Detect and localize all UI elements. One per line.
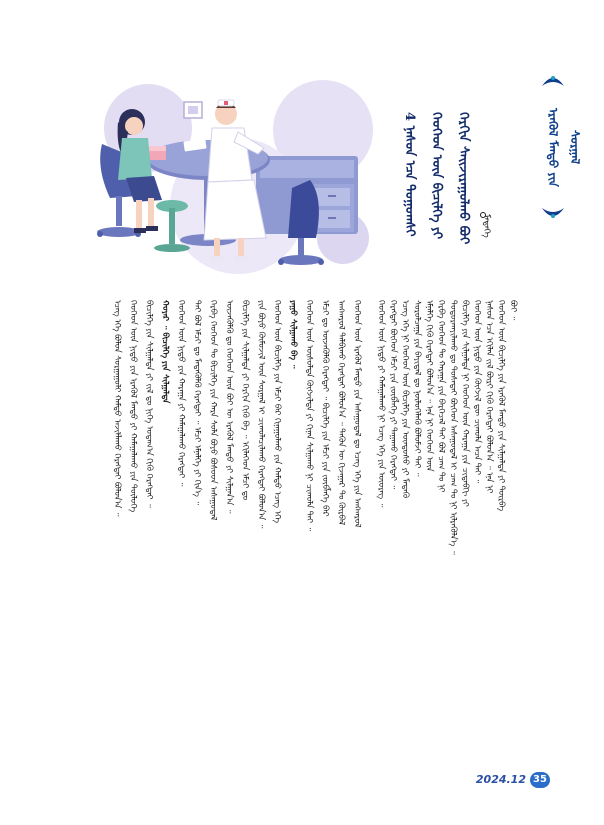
body-line: ᠡᠮᠨᠡᠯᠭᠡ ᠬᠢᠬᠦ ᠬᠡᠷᠡᠭᠲᠡᠢ ᠪᠣᠯᠤᠨ᠎ᠠ ᠃ ᠡᠨᠡ ᠨᠢ ᠬᠡᠦᠬᠡᠳ ᠦᠨ xyxy=(425,300,435,472)
body-line: ᠬᠡᠷᠡᠭᠲᠡᠢ ᠪᠥᠭᠡᠳ ᠡᠮᠴᠢ ᠶᠢᠨ ᠵᠥᠪᠯᠡᠭᠡ ᠶᠢ ᠳᠠᠭᠠᠬᠤ ᠬᠡᠷᠡᠭᠲᠡᠢ ᠃ xyxy=(389,300,399,490)
body-columns-left xyxy=(88,300,368,730)
body-line: ᠨᠠᠰᠤᠨ ᠡᠴᠡ ᠡᠬᠢᠯᠡᠨ ᠵᠢᠯ ᠪᠦᠷᠢ ᠬᠢᠬᠦ ᠬᠡᠷᠡᠭᠲᠡᠢ ᠪᠣᠯᠤᠨ᠎ᠠ ᠃ ᠡᠨᠡ ᠨᠢ xyxy=(485,300,495,494)
body-line: ᠬᠡᠦᠬᠡᠳ ᠦᠨ ᠦᠰᠦᠯᠲᠡ ᠬᠥᠭᠵᠢᠯᠲᠡ ᠶᠢ ᠬᠢᠨᠠᠨ ᠰᠢᠯᠭᠠᠬᠤ ᠨᠢ ᠴᠢᠬᠤᠯᠠ ᠲᠠᠢ ᠃ xyxy=(305,300,315,532)
ornament-bottom-icon xyxy=(540,206,566,222)
body-line: ᠠᠩᠬᠠᠷᠤᠯ ᠲᠠᠯᠪᠢᠬᠤ ᠬᠡᠷᠡᠭᠲᠡᠢ ᠪᠣᠯᠤᠨ᠎ᠠ ᠃ ᠲᠡᠭᠦᠨ ᠦ ᠬᠢᠵᠠᠭᠠᠷ ᠲᠤ ᠬᠦᠷᠪᠡᠯ xyxy=(337,300,347,526)
page-number: 35 xyxy=(530,772,550,788)
section-header xyxy=(540,72,582,222)
body-line: ᠡᠴᠡᠭ ᠡᠬᠡ ᠪᠤᠯᠤᠨ ᠰᠤᠷᠭᠠᠭᠤᠯᠢ ᠬᠠᠮᠲᠤ ᠠᠵᠢᠯᠯᠠᠬᠤ ᠬᠡᠷᠡᠭᠲᠡᠢ ᠪᠣᠯᠤᠨ᠎ᠠ ᠃ xyxy=(113,300,123,517)
body-line: ᠬᠡᠦᠬᠡᠳ ᠦᠨ ᠨᠢᠳᠦ ᠶᠢ ᠬᠠᠮᠠᠭᠠᠯᠠᠬᠤ ᠨᠢ ᠡᠴᠡᠭ ᠡᠬᠡ ᠶᠢᠨ ᠦᠦᠷᠡᠭ ᠃ xyxy=(377,300,387,508)
body-subheading: ᠶᠠᠭᠤ ᠰᠢᠯᠭᠠᠬᠤ ᠪᠡ ᠃ xyxy=(289,300,299,369)
body-line: ᠪᠤᠢ ᠃ xyxy=(509,300,519,321)
body-line: ᠬᠡᠷᠪᠡ ᠬᠡᠦᠬᠡᠳ ᠲᠤ ᠬᠠᠷᠠᠭᠠ ᠶᠢᠨ ᠪᠡᠷᠬᠡᠴᠡᠯ ᠲᠠᠢ ᠪᠣᠯ ᠴᠠᠭ ᠲᠤ ᠨᠢ xyxy=(437,300,447,493)
body-line: ᠬᠡᠦᠬᠡᠳ ᠦᠨ ᠨᠢᠳᠦ ᠶᠢᠨ ᠬᠠᠷᠠᠭᠠ ᠶᠢ ᠬᠠᠮᠠᠭᠠᠯᠠᠬᠤ ᠬᠡᠷᠡᠭᠲᠡᠢ ᠃ xyxy=(177,300,187,487)
body-line: ᠬᠡᠦᠬᠡᠳ ᠦᠨ ᠨᠢᠳᠦ ᠶᠢᠨ ᠬᠥᠭᠵᠢᠯ ᠳᠦ ᠴᠢᠬᠤᠯᠠ ᠠᠴᠠ ᠲᠠᠢ ᠃ xyxy=(473,300,483,484)
issue-number: 2024.12 xyxy=(475,773,526,786)
article-author: ᠮᠡᠳᠡᠭᠡ xyxy=(481,214,491,238)
body-line: ᠬᠡᠦᠬᠡᠳ ᠦᠨ ᠡᠷᠡᠭᠦᠯ ᠮᠡᠨᠳᠦ ᠶᠢᠨ ᠠᠰᠠᠭᠤᠳᠠᠯ ᠳᠤ ᠡᠴᠡᠭ ᠡᠬᠡ ᠶᠢᠨ ᠠᠩᠬᠠᠷᠤᠯ xyxy=(353,300,363,528)
body-line: ᠬᠡᠦᠬᠡᠳ ᠦᠨ ᠪᠢᠴᠢᠯᠭᠡ ᠶᠢᠨ ᠡᠮᠴᠢ ᠪᠡᠷ ᠬᠢᠨᠠᠭᠤᠯᠬᠤ ᠶᠢᠨ ᠬᠠᠮᠲᠤ ᠡᠴᠡᠭ ᠡᠬᠡ xyxy=(273,300,283,523)
article-title-line: ᠬᠡᠷᠬᠢᠨ ᠰᠠᠢᠵᠢᠷᠠᠭᠤᠯᠬᠤ ᠪᠤᠢ xyxy=(456,112,471,245)
section-title: ᠡᠷᠡᠭᠦᠯ ᠮᠡᠨᠳᠦ ᠶᠢᠨ ᠰᠤᠷᠭᠠᠯ xyxy=(546,107,582,187)
body-line: ᠡᠴᠡᠭ ᠡᠬᠡ ᠨᠢ ᠬᠡᠦᠬᠡᠳ ᠦᠨ ᠪᠢᠴᠢᠯᠭᠡ ᠶᠢᠨ ᠦᠨᠳᠦᠰᠦ ᠶᠢ ᠮᠡᠳᠡᠬᠦ xyxy=(401,300,411,499)
body-line: ᠲᠣᠳᠣᠷᠬᠠᠶᠢᠯᠠᠬᠤ ᠳᠤ ᠲᠤᠰᠠᠲᠠᠢ ᠪᠥᠭᠡᠳ ᠠᠰᠠᠭᠤᠳᠠᠯ ᠢ ᠴᠠᠭ ᠲᠤ ᠨᠢ ᠢᠯᠷᠡᠭᠦᠯᠨ᠎ᠡ ᠃ xyxy=(449,300,459,555)
article-title-line: ᠬᠡᠦᠬᠡᠳ ᠦᠨ ᠪᠢᠴᠢᠯᠭᠡ ᠶᠢ xyxy=(429,112,444,240)
body-line: ᠲᠠᠢ ᠪᠣᠯ ᠡᠮᠴᠢ ᠳᠤ ᠮᠡᠳᠡᠭᠦᠯᠬᠦ ᠬᠡᠷᠡᠭᠲᠡᠢ ᠃ ᠡᠮᠴᠢ ᠡᠮᠨᠡᠯᠭᠡ ᠶᠢ ᠬᠢᠨ᠎ᠡ ᠃ xyxy=(193,300,203,506)
article-title-line: 4 ᠨᠠᠰᠤᠨ ᠡᠴᠡ ᠳᠣᠭᠣᠭᠰᠢ xyxy=(402,112,417,237)
page-folio xyxy=(470,770,570,792)
body-line: ᠬᠡᠦᠬᠡᠳ ᠦᠨ ᠪᠢᠴᠢᠯᠭᠡ ᠶᠢᠨ ᠡᠷᠡᠭᠦᠯ ᠮᠡᠨᠳᠦ ᠶᠢᠨ ᠰᠢᠯᠭᠠᠯᠲᠠ ᠶᠢ ᠳᠦᠷᠪᠡ xyxy=(497,300,507,512)
body-line: ᠰᠤᠷᠤᠯᠴᠠᠭᠠ ᠶᠢᠨ ᠪᠠᠶᠢᠳᠠᠯ ᠳᠤ ᠨᠥᠯᠥᠭᠡᠯᠡᠬᠦ ᠪᠣᠯᠤᠮᠵᠢ ᠲᠠᠢ ᠃ xyxy=(413,300,423,477)
body-line: ᠪᠢᠴᠢᠯᠭᠡ ᠶᠢᠨ ᠰᠢᠯᠭᠠᠯᠲᠠ ᠶᠢ ᠬᠡᠷᠬᠢᠨ ᠬᠢᠬᠦ ᠪᠡ ᠃ ᠡᠬᠢᠯᠡᠭᠡᠳ ᠡᠮᠴᠢ ᠳᠤ xyxy=(241,300,251,501)
ornament-top-icon xyxy=(540,72,566,88)
body-line: ᠬᠡᠦᠬᠡᠳ ᠦᠨ ᠨᠢᠳᠦ ᠶᠢᠨ ᠡᠷᠡᠭᠦᠯ ᠮᠡᠨᠳᠦ ᠶᠢ ᠬᠠᠮᠠᠭᠠᠯᠠᠬᠤ ᠶᠢᠨ ᠲᠥᠯᠦᠭᠡ xyxy=(129,300,139,513)
body-line: ᠶᠢᠨ ᠪᠤᠶᠤ ᠬᠦᠮᠦᠵᠢᠯ ᠦᠨ ᠰᠤᠷᠭᠠᠯ ᠢ ᠴᠢᠬᠤᠯᠠᠴᠢᠯᠠᠬᠤ ᠬᠡᠷᠡᠭᠲᠡᠢ ᠪᠣᠯᠤᠨ᠎ᠠ ᠃ xyxy=(257,300,267,529)
nurse-visit-illustration xyxy=(88,88,388,278)
body-line: ᠬᠡᠷᠪᠡ ᠬᠡᠦᠬᠡᠳ ᠲᠤ ᠪᠢᠴᠢᠯᠭᠡ ᠶᠢᠨ ᠬᠠᠷᠠ ᠰᠤᠯᠠ ᠪᠤᠶᠤ ᠪᠤᠰᠤᠳ ᠠᠰᠠᠭᠤᠳᠠᠯ xyxy=(209,300,219,521)
body-line: ᠦᠵᠡᠭᠦᠯᠬᠦ ᠳᠤ ᠬᠡᠦᠬᠡᠳ ᠦᠨ ᠪᠤᠶ ᠦ ᠡᠷᠡᠭᠦᠯ ᠮᠡᠨᠳᠦ ᠶᠢ ᠰᠢᠯᠭᠠᠨ᠎ᠠ ᠃ xyxy=(225,300,235,514)
body-line: ᠪᠢᠴᠢᠯᠭᠡ ᠶᠢᠨ ᠰᠢᠯᠭᠠᠯᠲᠠ ᠶᠢ ᠵᠢᠯ ᠳᠤ ᠨᠢᠭᠡ ᠤᠳᠠᠭ᠎ᠠ ᠬᠢᠬᠦ ᠬᠡᠷᠡᠭᠲᠡᠢ ᠃ xyxy=(145,300,155,508)
body-subheading: ᠬᠣᠶᠠᠷ ᠃ ᠪᠢᠴᠢᠯᠭᠡ ᠶᠢᠨ ᠰᠢᠯᠭᠠᠯᠲᠠ xyxy=(161,300,171,404)
body-columns-right xyxy=(370,300,520,730)
article-title xyxy=(396,112,518,270)
body-line: ᠪᠢᠴᠢᠯᠭᠡ ᠶᠢᠨ ᠰᠢᠯᠭᠠᠯᠲᠠ ᠨᠢ ᠬᠡᠦᠬᠡᠳ ᠦᠨ ᠬᠠᠷᠠᠭᠠ ᠶᠢᠨ ᠴᠢᠳᠠᠪᠬᠢ ᠶᠢ xyxy=(461,300,471,507)
body-line: ᠡᠮᠴᠢ ᠳᠤ ᠦᠵᠡᠭᠦᠯᠬᠦ ᠬᠡᠷᠡᠭᠲᠡᠢ ᠃ ᠪᠢᠴᠢᠯᠭᠡ ᠶᠢᠨ ᠡᠮᠴᠢ ᠶᠢᠨ ᠵᠥᠪᠯᠡᠭᠡ ᠪᠡᠷ xyxy=(321,300,331,517)
